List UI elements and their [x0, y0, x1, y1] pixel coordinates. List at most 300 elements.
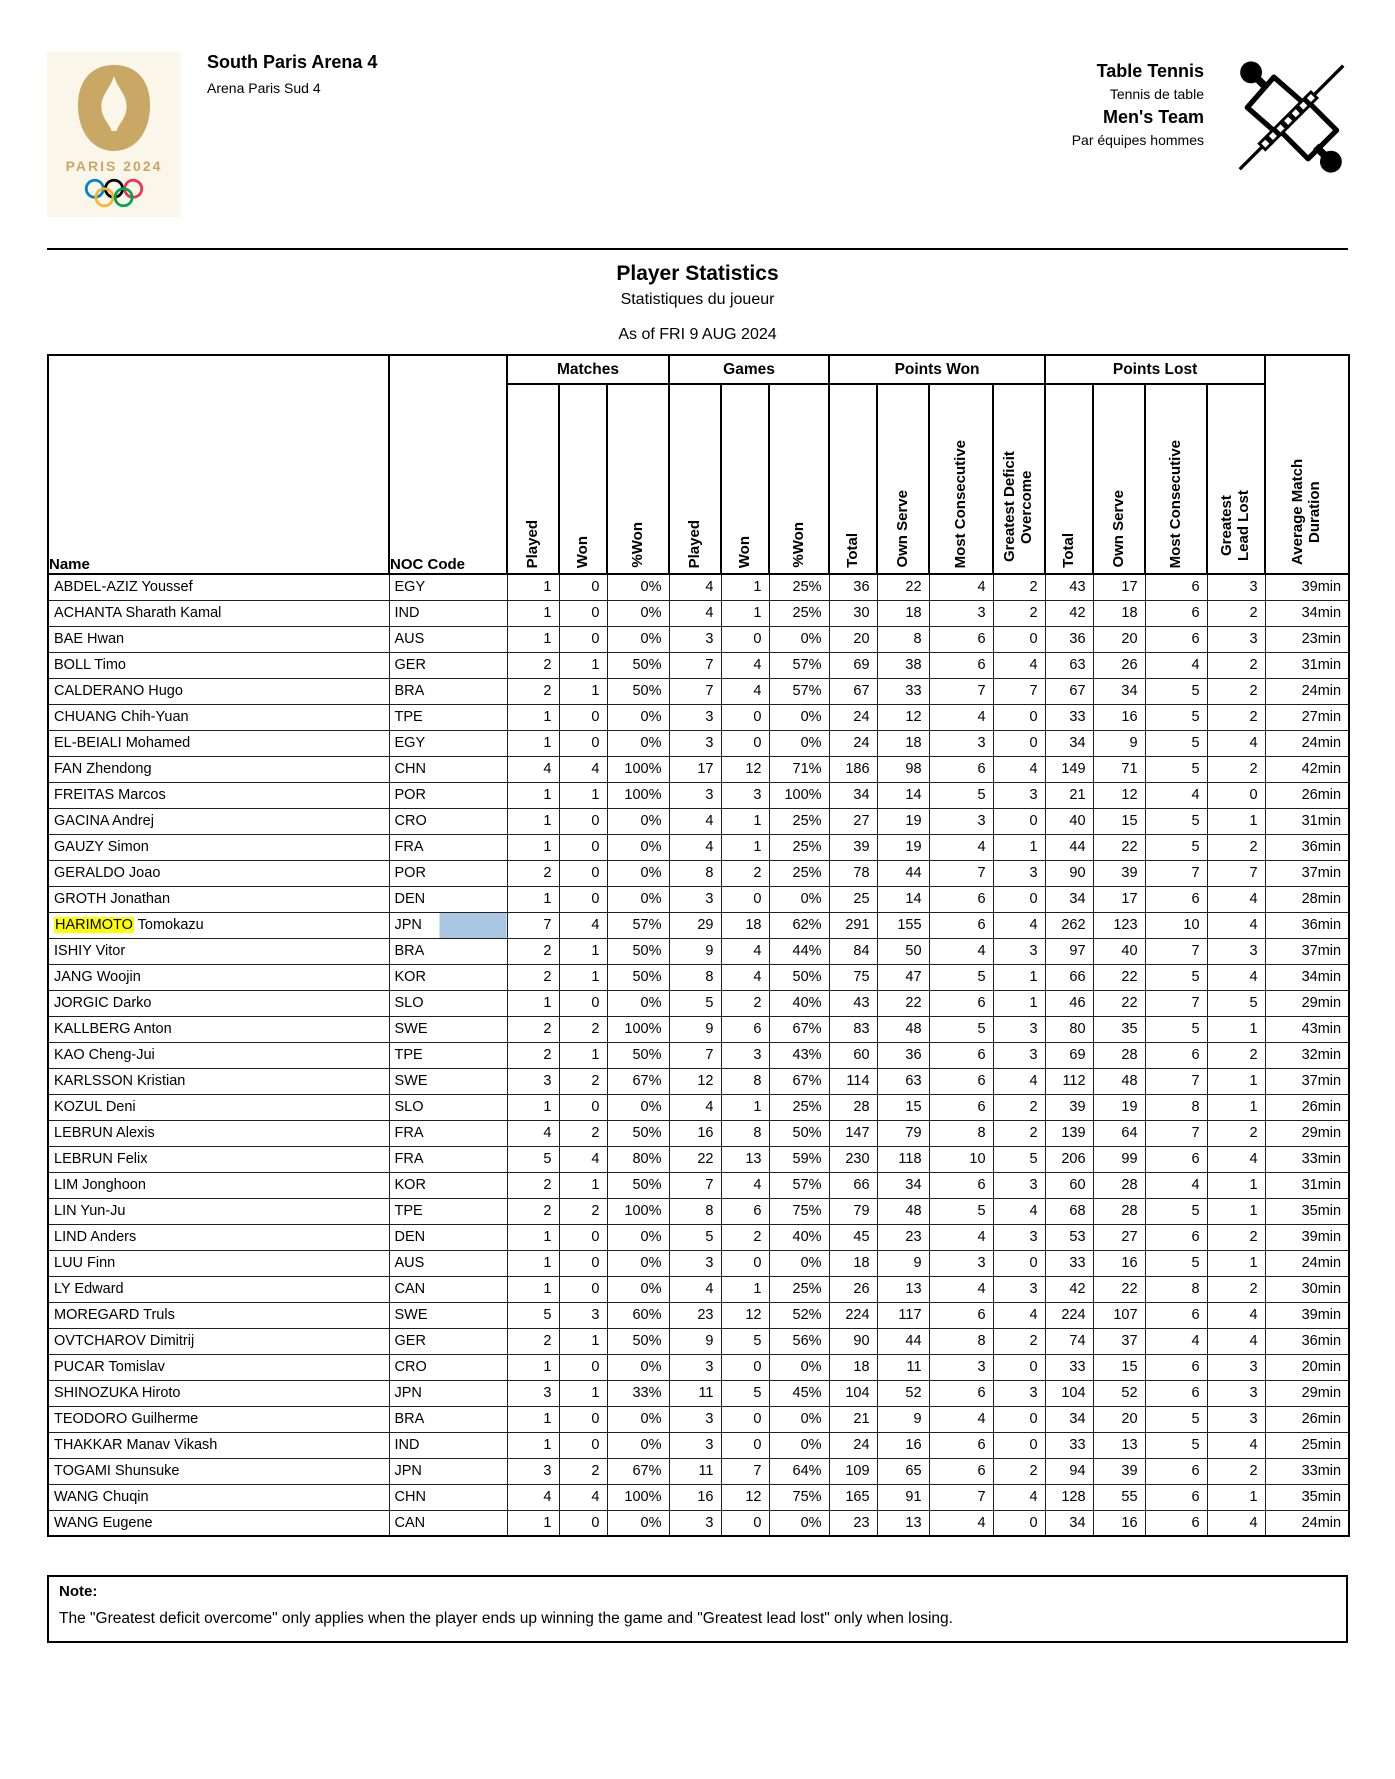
stat-cell: 8 — [1145, 1094, 1207, 1120]
stat-cell: 1 — [721, 1276, 769, 1302]
stat-cell: 1 — [559, 1328, 607, 1354]
stat-cell: 7 — [669, 678, 721, 704]
stat-cell: 65 — [877, 1458, 929, 1484]
stat-cell: 2 — [1207, 1042, 1265, 1068]
stat-cell: 2 — [559, 1016, 607, 1042]
stat-cell: 3 — [669, 1432, 721, 1458]
stat-cell: 206 — [1045, 1146, 1093, 1172]
group-header-points-won: Points Won — [829, 355, 1045, 384]
stat-cell: 2 — [993, 1094, 1045, 1120]
stat-cell: 1 — [993, 990, 1045, 1016]
stat-cell: 6 — [1145, 1042, 1207, 1068]
stat-cell: 42 — [1045, 1276, 1093, 1302]
stat-cell: 28min — [1265, 886, 1349, 912]
stat-cell: 2 — [721, 990, 769, 1016]
title-block — [47, 262, 1348, 344]
stat-cell: 50% — [607, 938, 669, 964]
stat-cell: 6 — [929, 1094, 993, 1120]
player-name-cell: JANG Woojin — [48, 964, 389, 990]
stat-cell: 4 — [669, 600, 721, 626]
table-row — [48, 626, 1349, 652]
stat-cell: 33min — [1265, 1458, 1349, 1484]
stat-cell: 155 — [877, 912, 929, 938]
stat-cell: 6 — [1145, 1510, 1207, 1536]
stat-cell: 10 — [929, 1146, 993, 1172]
stat-cell: 24min — [1265, 1250, 1349, 1276]
stat-cell: 27 — [1093, 1224, 1145, 1250]
stat-cell: 165 — [829, 1484, 877, 1510]
table-row — [48, 1406, 1349, 1432]
stat-cell: 12 — [721, 1484, 769, 1510]
stat-cell: 149 — [1045, 756, 1093, 782]
stat-cell: 71 — [1093, 756, 1145, 782]
stat-cell: 60 — [1045, 1172, 1093, 1198]
stat-cell: 57% — [769, 1172, 829, 1198]
noc-code-cell: AUS — [389, 1250, 507, 1276]
stat-cell: 5 — [1145, 678, 1207, 704]
noc-code-cell: BRA — [389, 678, 507, 704]
group-header-row — [48, 355, 1349, 384]
column-header-name: Name — [48, 355, 389, 574]
note-text: The "Greatest deficit overcome" only applies when the player ends up winning the game and "Greatest lead lost" only when losing. — [59, 1610, 953, 1627]
stat-cell: 7 — [1145, 1068, 1207, 1094]
stat-cell: 19 — [877, 808, 929, 834]
stat-cell: 6 — [1145, 600, 1207, 626]
noc-code-cell: DEN — [389, 886, 507, 912]
stat-cell: 147 — [829, 1120, 877, 1146]
stat-cell: 78 — [829, 860, 877, 886]
stat-cell: 5 — [929, 782, 993, 808]
stat-cell: 3 — [1207, 574, 1265, 600]
stat-cell: 0 — [993, 1406, 1045, 1432]
stat-cell: 20 — [829, 626, 877, 652]
stat-cell: 1 — [1207, 1484, 1265, 1510]
stat-cell: 34 — [1045, 1510, 1093, 1536]
stat-cell: 10 — [1145, 912, 1207, 938]
stat-cell: 3 — [669, 1406, 721, 1432]
stat-cell: 68 — [1045, 1198, 1093, 1224]
stat-cell: 5 — [1207, 990, 1265, 1016]
stat-cell: 9 — [1093, 730, 1145, 756]
stat-cell: 31min — [1265, 808, 1349, 834]
stat-cell: 3 — [929, 600, 993, 626]
stat-cell: 0% — [607, 1224, 669, 1250]
stat-cell: 22 — [1093, 1276, 1145, 1302]
stat-cell: 4 — [929, 1510, 993, 1536]
stat-cell: 4 — [559, 1484, 607, 1510]
table-row — [48, 1068, 1349, 1094]
table-row — [48, 938, 1349, 964]
stat-cell: 17 — [1093, 574, 1145, 600]
stat-cell: 23min — [1265, 626, 1349, 652]
stat-cell: 4 — [929, 1276, 993, 1302]
stat-cell: 5 — [1145, 1016, 1207, 1042]
stat-cell: 43 — [829, 990, 877, 1016]
player-name-cell: LIN Yun-Ju — [48, 1198, 389, 1224]
stat-cell: 0 — [721, 626, 769, 652]
stat-cell: 4 — [1145, 1328, 1207, 1354]
stat-cell: 1 — [507, 782, 559, 808]
stat-cell: 38 — [877, 652, 929, 678]
stat-cell: 26 — [1093, 652, 1145, 678]
sport-title: Table Tennis — [1096, 61, 1204, 81]
stat-cell: 32min — [1265, 1042, 1349, 1068]
stat-cell: 0 — [559, 730, 607, 756]
stat-cell: 1 — [721, 808, 769, 834]
noc-code-cell: SWE — [389, 1068, 507, 1094]
stat-cell: 18 — [877, 730, 929, 756]
stat-cell: 71% — [769, 756, 829, 782]
column-header-matches-won: Won — [559, 384, 607, 574]
stat-cell: 0% — [607, 574, 669, 600]
stat-cell: 22 — [1093, 834, 1145, 860]
player-name-cell: ACHANTA Sharath Kamal — [48, 600, 389, 626]
noc-code-cell: CHN — [389, 756, 507, 782]
stat-cell: 100% — [607, 782, 669, 808]
stat-cell: 3 — [669, 1250, 721, 1276]
stat-cell: 33 — [1045, 704, 1093, 730]
noc-code-cell: IND — [389, 1432, 507, 1458]
stat-cell: 4 — [1207, 1328, 1265, 1354]
stat-cell: 67% — [769, 1016, 829, 1042]
stat-cell: 3 — [929, 808, 993, 834]
stat-cell: 9 — [877, 1406, 929, 1432]
stat-cell: 50% — [607, 1120, 669, 1146]
stat-cell: 5 — [669, 1224, 721, 1250]
noc-code-cell: BRA — [389, 1406, 507, 1432]
stat-cell: 114 — [829, 1068, 877, 1094]
stat-cell: 0 — [559, 1276, 607, 1302]
stat-cell: 0 — [993, 730, 1045, 756]
stat-cell: 6 — [929, 652, 993, 678]
stat-cell: 37min — [1265, 860, 1349, 886]
stat-cell: 1 — [559, 1042, 607, 1068]
stat-cell: 30 — [829, 600, 877, 626]
stat-cell: 46 — [1045, 990, 1093, 1016]
stat-cell: 26min — [1265, 1406, 1349, 1432]
stat-cell: 34 — [1045, 730, 1093, 756]
stat-cell: 2 — [507, 1016, 559, 1042]
stat-cell: 29min — [1265, 1120, 1349, 1146]
stat-cell: 9 — [877, 1250, 929, 1276]
stat-cell: 0% — [607, 1432, 669, 1458]
stat-cell: 15 — [1093, 808, 1145, 834]
stat-cell: 52 — [877, 1380, 929, 1406]
stat-cell: 4 — [721, 678, 769, 704]
stat-cell: 4 — [993, 756, 1045, 782]
stat-cell: 9 — [669, 938, 721, 964]
stat-cell: 50% — [769, 1120, 829, 1146]
stat-cell: 1 — [993, 964, 1045, 990]
column-header-points-lost-own-serve: Own Serve — [1093, 384, 1145, 574]
stat-cell: 34 — [1045, 886, 1093, 912]
stat-cell: 0 — [559, 1406, 607, 1432]
stat-cell: 100% — [607, 1016, 669, 1042]
stat-cell: 6 — [929, 1432, 993, 1458]
stat-cell: 5 — [1145, 1198, 1207, 1224]
player-name-cell: EL-BEIALI Mohamed — [48, 730, 389, 756]
table-row — [48, 730, 1349, 756]
stat-cell: 0 — [721, 1406, 769, 1432]
stat-cell: 2 — [993, 1120, 1045, 1146]
stat-cell: 18 — [829, 1354, 877, 1380]
player-name-cell: LIND Anders — [48, 1224, 389, 1250]
table-row — [48, 1328, 1349, 1354]
stat-cell: 2 — [993, 1328, 1045, 1354]
stat-cell: 5 — [993, 1146, 1045, 1172]
stat-cell: 104 — [829, 1380, 877, 1406]
column-header-greatest-lead-lost: Greatest Lead Lost — [1207, 384, 1265, 574]
stat-cell: 7 — [929, 860, 993, 886]
stat-cell: 1 — [507, 704, 559, 730]
paris-2024-flame-icon — [73, 62, 155, 154]
stat-cell: 1 — [1207, 1198, 1265, 1224]
stat-cell: 4 — [929, 938, 993, 964]
stat-cell: 0 — [559, 834, 607, 860]
column-header-matches-played: Played — [507, 384, 559, 574]
stat-cell: 0 — [559, 990, 607, 1016]
stat-cell: 42 — [1045, 600, 1093, 626]
noc-code-cell: FRA — [389, 834, 507, 860]
stat-cell: 0 — [993, 808, 1045, 834]
stat-cell: 4 — [929, 1406, 993, 1432]
stat-cell: 97 — [1045, 938, 1093, 964]
stat-cell: 100% — [607, 1198, 669, 1224]
stat-cell: 33 — [1045, 1432, 1093, 1458]
page-header — [47, 46, 1348, 218]
stat-cell: 2 — [1207, 1120, 1265, 1146]
paris-2024-logo — [47, 52, 181, 217]
stat-cell: 5 — [507, 1302, 559, 1328]
stat-cell: 0% — [769, 1250, 829, 1276]
stat-cell: 60% — [607, 1302, 669, 1328]
stat-cell: 8 — [1145, 1276, 1207, 1302]
stat-cell: 57% — [607, 912, 669, 938]
stat-cell: 0 — [721, 1510, 769, 1536]
stat-cell: 3 — [669, 782, 721, 808]
player-name-cell: KOZUL Deni — [48, 1094, 389, 1120]
stat-cell: 100% — [607, 756, 669, 782]
player-name-cell: GACINA Andrej — [48, 808, 389, 834]
stat-cell: 53 — [1045, 1224, 1093, 1250]
noc-code-cell: POR — [389, 782, 507, 808]
stat-cell: 50% — [607, 652, 669, 678]
stat-cell: 4 — [559, 912, 607, 938]
stat-cell: 5 — [929, 1016, 993, 1042]
stat-cell: 109 — [829, 1458, 877, 1484]
stat-cell: 48 — [877, 1198, 929, 1224]
stat-cell: 13 — [1093, 1432, 1145, 1458]
event-name-fr: Par équipes hommes — [1071, 132, 1204, 149]
stat-cell: 0 — [559, 860, 607, 886]
stat-cell: 34 — [877, 1172, 929, 1198]
noc-code-cell: CAN — [389, 1276, 507, 1302]
stat-cell: 7 — [669, 1042, 721, 1068]
stat-cell: 1 — [507, 808, 559, 834]
column-header-greatest-deficit-overcome: Greatest Deficit Overcome — [993, 384, 1045, 574]
stat-cell: 45 — [829, 1224, 877, 1250]
stat-cell: 5 — [1145, 1432, 1207, 1458]
highlighted-name-fragment: HARIMOTO — [55, 917, 133, 933]
stat-cell: 3 — [559, 1302, 607, 1328]
stat-cell: 8 — [721, 1068, 769, 1094]
stat-cell: 0 — [559, 600, 607, 626]
stat-cell: 67% — [607, 1068, 669, 1094]
stat-cell: 6 — [1145, 1380, 1207, 1406]
stat-cell: 35min — [1265, 1198, 1349, 1224]
player-table-body — [48, 574, 1349, 1536]
stat-cell: 0% — [769, 730, 829, 756]
stat-cell: 40% — [769, 990, 829, 1016]
stat-cell: 107 — [1093, 1302, 1145, 1328]
stat-cell: 1 — [507, 574, 559, 600]
stat-cell: 33min — [1265, 1146, 1349, 1172]
table-row — [48, 1224, 1349, 1250]
stat-cell: 45% — [769, 1380, 829, 1406]
stat-cell: 2 — [1207, 834, 1265, 860]
stat-cell: 0 — [559, 1094, 607, 1120]
stat-cell: 29 — [669, 912, 721, 938]
stat-cell: 117 — [877, 1302, 929, 1328]
player-name-cell: FAN Zhendong — [48, 756, 389, 782]
stat-cell: 2 — [507, 964, 559, 990]
stat-cell: 40 — [1045, 808, 1093, 834]
stat-cell: 16 — [669, 1120, 721, 1146]
stat-cell: 3 — [721, 782, 769, 808]
stat-cell: 1 — [721, 600, 769, 626]
noc-code-cell: AUS — [389, 626, 507, 652]
stat-cell: 4 — [1207, 730, 1265, 756]
noc-code-cell: KOR — [389, 1172, 507, 1198]
venue-title: South Paris Arena 4 — [207, 52, 378, 72]
stat-cell: 0 — [559, 1510, 607, 1536]
olympic-rings-icon — [82, 177, 146, 209]
table-row — [48, 1120, 1349, 1146]
stat-cell: 0% — [607, 834, 669, 860]
sport-title-fr: Tennis de table — [1109, 86, 1204, 103]
stat-cell: 6 — [929, 756, 993, 782]
stat-cell: 4 — [507, 756, 559, 782]
stat-cell: 1 — [507, 990, 559, 1016]
stat-cell: 3 — [1207, 1354, 1265, 1380]
table-row — [48, 964, 1349, 990]
stat-cell: 11 — [669, 1458, 721, 1484]
stat-cell: 0% — [607, 990, 669, 1016]
stat-cell: 4 — [669, 1094, 721, 1120]
stat-cell: 0 — [993, 1354, 1045, 1380]
stat-cell: 6 — [929, 886, 993, 912]
stat-cell: 15 — [877, 1094, 929, 1120]
stat-cell: 4 — [1145, 652, 1207, 678]
stat-cell: 1 — [507, 1432, 559, 1458]
stat-cell: 1 — [507, 1406, 559, 1432]
stat-cell: 2 — [1207, 678, 1265, 704]
stat-cell: 0 — [559, 704, 607, 730]
stat-cell: 0% — [607, 704, 669, 730]
table-row — [48, 1042, 1349, 1068]
stat-cell: 4 — [507, 1484, 559, 1510]
noc-code-cell: IND — [389, 600, 507, 626]
stat-cell: 1 — [1207, 1016, 1265, 1042]
stat-cell: 6 — [721, 1198, 769, 1224]
stat-cell: 4 — [721, 938, 769, 964]
stat-cell: 14 — [877, 886, 929, 912]
venue-subtitle: Arena Paris Sud 4 — [207, 80, 321, 96]
stat-cell: 4 — [929, 1224, 993, 1250]
stat-cell: 28 — [1093, 1042, 1145, 1068]
stat-cell: 4 — [993, 912, 1045, 938]
stat-cell: 43% — [769, 1042, 829, 1068]
stat-cell: 36min — [1265, 834, 1349, 860]
stat-cell: 0 — [559, 886, 607, 912]
stat-cell: 35min — [1265, 1484, 1349, 1510]
stat-cell: 128 — [1045, 1484, 1093, 1510]
stat-cell: 36 — [877, 1042, 929, 1068]
stat-cell: 2 — [507, 1198, 559, 1224]
stat-cell: 33 — [1045, 1354, 1093, 1380]
stat-cell: 67% — [607, 1458, 669, 1484]
stat-cell: 6 — [929, 1458, 993, 1484]
stat-cell: 0 — [559, 808, 607, 834]
stat-cell: 8 — [721, 1120, 769, 1146]
stat-cell: 6 — [1145, 886, 1207, 912]
stat-cell: 4 — [669, 1276, 721, 1302]
stat-cell: 34 — [1045, 1406, 1093, 1432]
noc-code-cell: EGY — [389, 574, 507, 600]
stat-cell: 50% — [769, 964, 829, 990]
stat-cell: 23 — [877, 1224, 929, 1250]
stat-cell: 43min — [1265, 1016, 1349, 1042]
stat-cell: 3 — [669, 626, 721, 652]
stat-cell: 2 — [1207, 1458, 1265, 1484]
table-row — [48, 1354, 1349, 1380]
stat-cell: 7 — [1145, 990, 1207, 1016]
stat-cell: 50% — [607, 678, 669, 704]
player-name-cell: LEBRUN Felix — [48, 1146, 389, 1172]
table-row — [48, 808, 1349, 834]
stat-cell: 1 — [559, 652, 607, 678]
stat-cell: 33% — [607, 1380, 669, 1406]
stat-cell: 64 — [1093, 1120, 1145, 1146]
stat-cell: 28 — [829, 1094, 877, 1120]
stat-cell: 1 — [559, 1172, 607, 1198]
stat-cell: 23 — [669, 1302, 721, 1328]
table-row — [48, 1510, 1349, 1536]
stat-cell: 3 — [929, 1250, 993, 1276]
stat-cell: 0 — [559, 1250, 607, 1276]
stat-cell: 24min — [1265, 678, 1349, 704]
stat-cell: 44% — [769, 938, 829, 964]
stat-cell: 36 — [829, 574, 877, 600]
stat-cell: 80% — [607, 1146, 669, 1172]
stat-cell: 3 — [1207, 626, 1265, 652]
stat-cell: 6 — [929, 1380, 993, 1406]
stat-cell: 25% — [769, 1094, 829, 1120]
stat-cell: 79 — [829, 1198, 877, 1224]
stat-cell: 0% — [607, 1094, 669, 1120]
player-name-cell: OVTCHAROV Dimitrij — [48, 1328, 389, 1354]
player-name-cell: SHINOZUKA Hiroto — [48, 1380, 389, 1406]
noc-code-cell: SLO — [389, 990, 507, 1016]
stat-cell: 1 — [1207, 1094, 1265, 1120]
stat-cell: 3 — [507, 1380, 559, 1406]
stat-cell: 16 — [1093, 1250, 1145, 1276]
player-name-cell: THAKKAR Manav Vikash — [48, 1432, 389, 1458]
stat-cell: 90 — [829, 1328, 877, 1354]
stat-cell: 2 — [993, 600, 1045, 626]
stat-cell: 2 — [1207, 704, 1265, 730]
stat-cell: 34 — [1093, 678, 1145, 704]
